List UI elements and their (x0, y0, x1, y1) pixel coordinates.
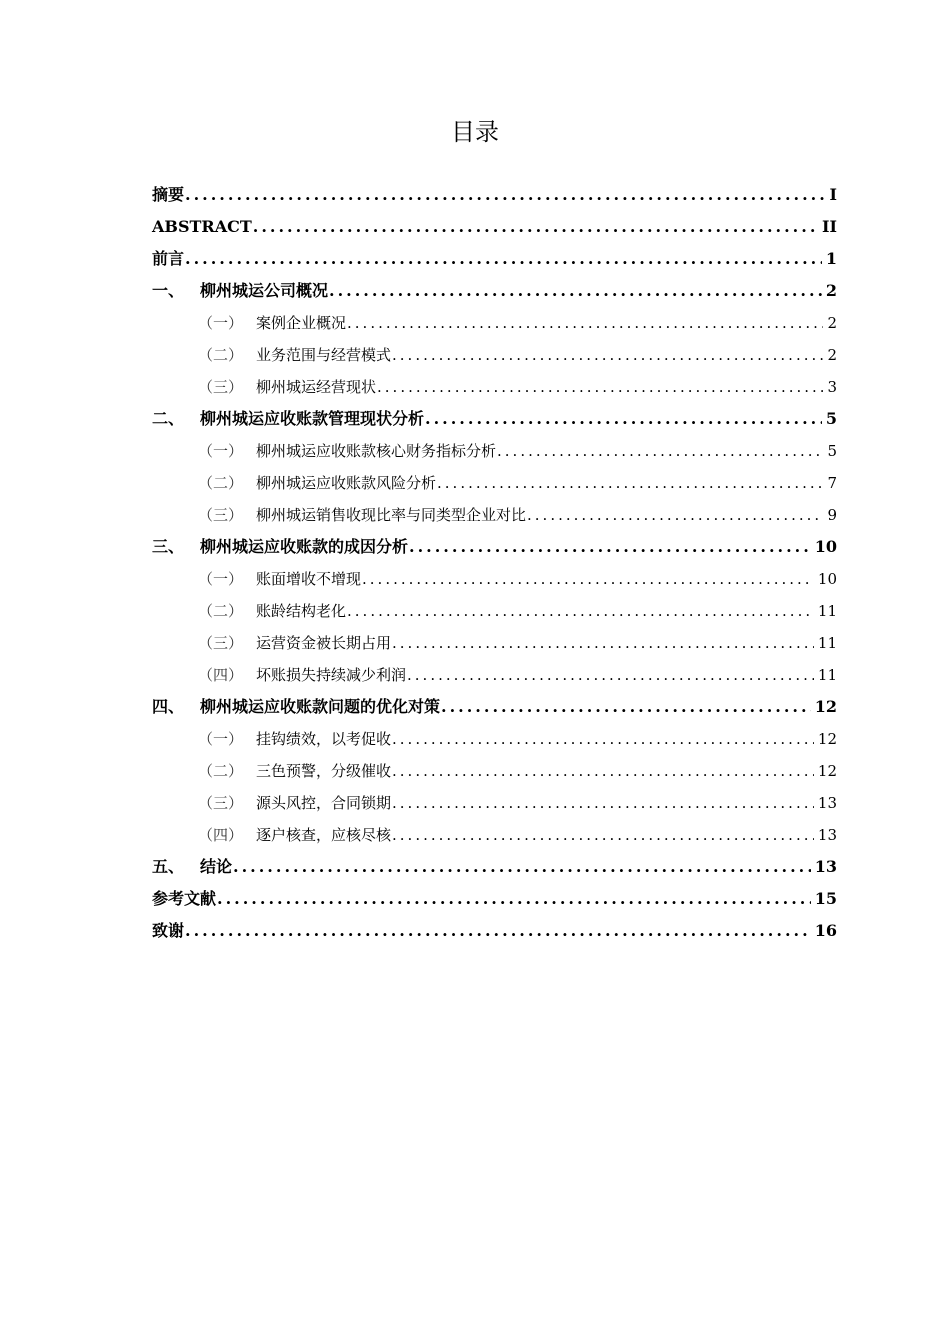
toc-entry[interactable] (152, 691, 837, 723)
toc-entry-title: 柳州城运应收账款风险分析 (256, 474, 437, 492)
toc-entry[interactable] (152, 467, 837, 499)
toc-page-number: II (822, 217, 837, 236)
toc-entry[interactable] (152, 307, 837, 339)
toc-entry[interactable] (152, 915, 837, 947)
toc-entry-number: 四、 (152, 697, 185, 716)
toc-entry-number: （二） (198, 762, 244, 780)
toc-entry-title: 参考文献 (152, 889, 217, 908)
toc-page-number: 13 (817, 826, 837, 844)
toc-entry-title: 柳州城运经营现状 (256, 378, 377, 396)
toc-entry[interactable] (152, 819, 837, 851)
toc-dot-leader (347, 307, 823, 339)
toc-dot-leader (362, 563, 814, 595)
toc-entry-title: ABSTRACT (152, 217, 252, 236)
toc-page-number: 10 (814, 537, 837, 556)
toc-entry[interactable] (152, 275, 837, 307)
toc-page-number: 2 (825, 281, 837, 300)
toc-page-number: 2 (827, 314, 837, 332)
toc-entry[interactable] (152, 851, 837, 883)
toc-entry[interactable] (152, 499, 837, 531)
toc-entry-title: 三色预警，分级催收 (256, 762, 392, 780)
toc-page-number: 10 (817, 570, 837, 588)
toc-dot-leader (392, 627, 814, 659)
toc-entry-number: （四） (198, 826, 244, 844)
toc-entry[interactable] (152, 755, 837, 787)
toc-page-number: 9 (827, 506, 837, 524)
toc-entry-number: （一） (198, 314, 244, 332)
toc-entry-number: （一） (198, 442, 244, 460)
toc-entry[interactable] (152, 179, 837, 211)
toc-entry[interactable] (152, 627, 837, 659)
toc-entry-title: 源头风控，合同锁期 (256, 794, 392, 812)
toc-page-number: 13 (817, 794, 837, 812)
toc-entry-title: 致谢 (152, 921, 185, 940)
toc-entry[interactable] (152, 723, 837, 755)
toc-entry-title: 案例企业概况 (256, 314, 347, 332)
toc-page-number: 11 (817, 666, 837, 684)
toc-entry[interactable] (152, 787, 837, 819)
toc-entry-number: 五、 (152, 857, 185, 876)
toc-dot-leader (392, 723, 814, 755)
toc-entry[interactable] (152, 563, 837, 595)
toc-entry-number: （三） (198, 506, 244, 524)
toc-entry-title: 柳州城运销售收现比率与同类型企业对比 (256, 506, 527, 524)
page-title: 目录 (451, 118, 499, 146)
toc-dot-leader (407, 659, 814, 691)
toc-dot-leader (347, 595, 814, 627)
toc-dot-leader (392, 787, 814, 819)
toc-page-number: 16 (814, 921, 837, 940)
toc-dot-leader (233, 851, 811, 883)
toc-page-number: 5 (827, 442, 837, 460)
toc-entry-title: 账龄结构老化 (256, 602, 347, 620)
toc-entry-number: 三、 (152, 537, 185, 556)
toc-entry-title: 结论 (200, 857, 233, 876)
toc-page-number: 12 (814, 697, 837, 716)
toc-page-number: 11 (817, 602, 837, 620)
toc-page-number: 5 (825, 409, 837, 428)
toc-page-number: I (829, 185, 837, 204)
toc-entry-number: 一、 (152, 281, 185, 300)
toc-entry-number: （三） (198, 378, 244, 396)
toc-page-number: 2 (827, 346, 837, 364)
toc-entry[interactable] (152, 435, 837, 467)
toc-entry[interactable] (152, 883, 837, 915)
toc-dot-leader (377, 371, 823, 403)
toc-entry-number: （一） (198, 730, 244, 748)
toc-dot-leader (329, 275, 822, 307)
toc-entry-number: （一） (198, 570, 244, 588)
toc-page-number: 15 (814, 889, 837, 908)
toc-entry[interactable] (152, 211, 837, 243)
toc-entry-number: （二） (198, 474, 244, 492)
toc-dot-leader (437, 467, 823, 499)
toc-dot-leader (392, 819, 814, 851)
table-of-contents (152, 179, 837, 947)
toc-entry[interactable] (152, 339, 837, 371)
toc-dot-leader (253, 211, 818, 243)
toc-entry-title: 柳州城运公司概况 (200, 281, 329, 300)
toc-dot-leader (497, 435, 823, 467)
toc-entry-number: （二） (198, 602, 244, 620)
toc-entry-number: （三） (198, 634, 244, 652)
toc-entry-title: 摘要 (152, 185, 185, 204)
toc-page-number: 7 (827, 474, 837, 492)
toc-page-number: 3 (827, 378, 837, 396)
toc-dot-leader (392, 755, 814, 787)
toc-page-number: 1 (825, 249, 837, 268)
toc-entry-title: 柳州城运应收账款问题的优化对策 (200, 697, 441, 716)
toc-page-number: 12 (817, 762, 837, 780)
toc-entry-title: 挂钩绩效，以考促收 (256, 730, 392, 748)
toc-entry-number: （二） (198, 346, 244, 364)
toc-entry-title: 柳州城运应收账款核心财务指标分析 (256, 442, 497, 460)
toc-dot-leader (527, 499, 823, 531)
toc-page-number: 12 (817, 730, 837, 748)
toc-dot-leader (392, 339, 823, 371)
toc-entry-number: （四） (198, 666, 244, 684)
toc-entry[interactable] (152, 659, 837, 691)
toc-entry-number: （三） (198, 794, 244, 812)
toc-entry[interactable] (152, 531, 837, 563)
toc-page-number: 13 (814, 857, 837, 876)
toc-dot-leader (185, 243, 822, 275)
toc-entry[interactable] (152, 371, 837, 403)
toc-entry-title: 坏账损失持续减少利润 (256, 666, 407, 684)
toc-dot-leader (217, 883, 811, 915)
toc-page-number: 11 (817, 634, 837, 652)
toc-entry-number: 二、 (152, 409, 185, 428)
toc-entry-title: 运营资金被长期占用 (256, 634, 392, 652)
toc-dot-leader (425, 403, 822, 435)
toc-entry-title: 柳州城运应收账款的成因分析 (200, 537, 409, 556)
toc-entry-title: 前言 (152, 249, 185, 268)
toc-dot-leader (409, 531, 811, 563)
toc-dot-leader (441, 691, 811, 723)
toc-entry-title: 账面增收不增现 (256, 570, 362, 588)
toc-entry[interactable] (152, 595, 837, 627)
toc-dot-leader (185, 915, 811, 947)
toc-entry-title: 业务范围与经营模式 (256, 346, 392, 364)
toc-entry[interactable] (152, 403, 837, 435)
toc-entry[interactable] (152, 243, 837, 275)
toc-dot-leader (185, 179, 826, 211)
toc-entry-title: 逐户核查，应核尽核 (256, 826, 392, 844)
toc-entry-title: 柳州城运应收账款管理现状分析 (200, 409, 425, 428)
